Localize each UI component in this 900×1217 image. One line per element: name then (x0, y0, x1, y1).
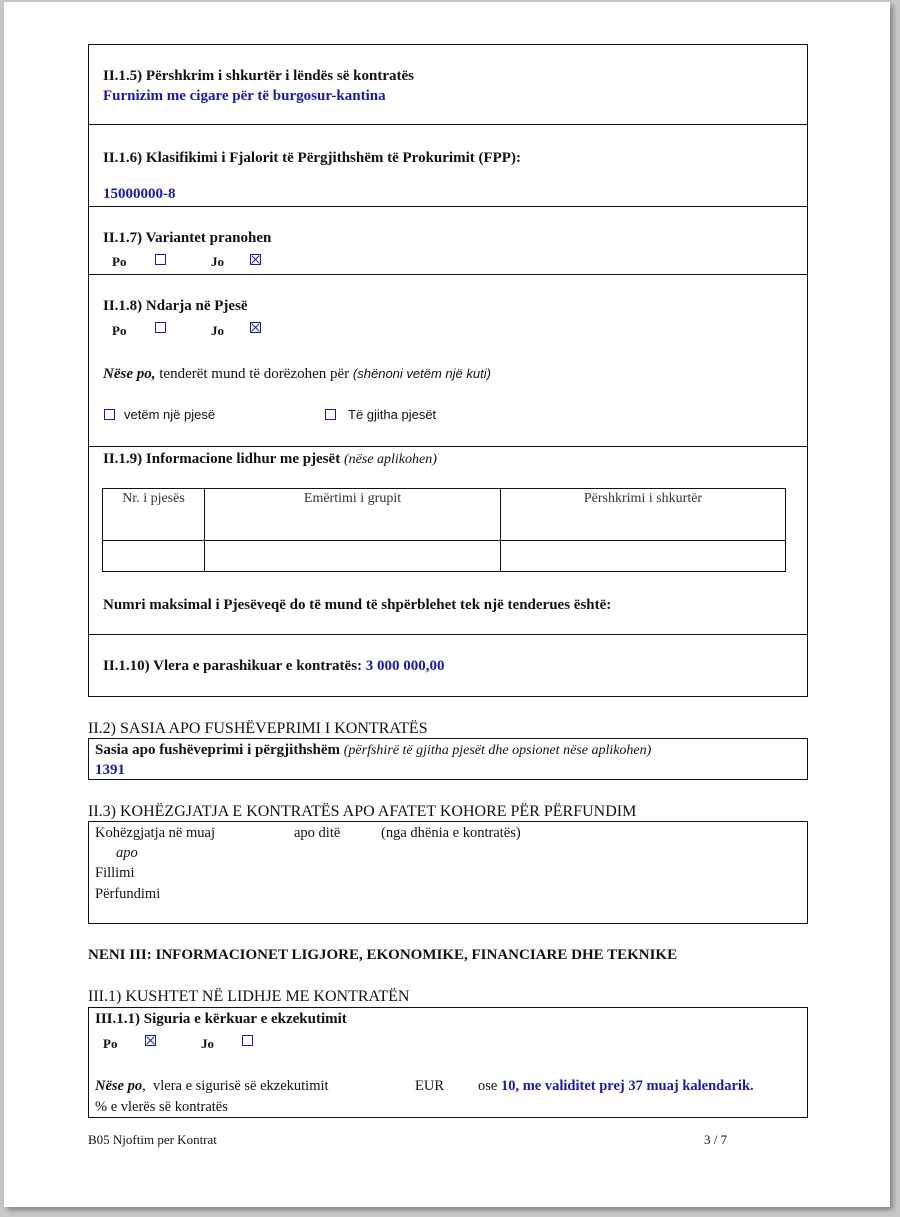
parts-cell-nr[interactable] (103, 541, 205, 572)
part-one-label: vetëm një pjesë (124, 407, 216, 422)
parts-cell-desc[interactable] (501, 541, 786, 572)
s117-po-checkbox[interactable] (155, 254, 166, 265)
document-page (4, 2, 890, 1207)
s311-title: III.1.1) Siguria e kërkuar e ekzekutimit (95, 1011, 347, 1027)
s119-title: II.1.9) Informacione lidhur me pjesët (nëse aplikohen) (103, 451, 437, 467)
s31-heading: III.1) KUSHTET NË LIDHJE ME KONTRATËN (88, 988, 410, 1005)
parts-col-nr: Nr. i pjesës (103, 489, 205, 541)
s23-start: Fillimi (95, 865, 135, 881)
s311-percent: % e vlerës së kontratës (95, 1099, 228, 1115)
s117-yes-label: Po (112, 254, 127, 269)
parts-table (102, 488, 786, 572)
s117-no-label: Jo (211, 254, 224, 269)
s23-or: apo (116, 845, 138, 861)
s117-title: II.1.7) Variantet pranohen (103, 230, 272, 246)
s311-value: 10, me validitet prej 37 muaj kalendarik. (500, 1078, 754, 1094)
s118-note: Nëse po, tenderët mund të dorëzohen për (shënoni vetëm një kuti) (103, 366, 491, 382)
footer-page-number: 3 / 7 (704, 1132, 728, 1147)
s117-jo-checkbox[interactable] (250, 254, 261, 265)
s311-note-lead: Nëse po, vlera e sigurisë së ekzekutimit (95, 1078, 329, 1094)
s311-po-checkbox[interactable] (145, 1035, 156, 1046)
s23-heading: II.3) KOHËZGJATJA E KONTRATËS APO AFATET KOHORE PËR PËRFUNDIM (88, 803, 637, 820)
s311-yes-label: Po (103, 1036, 118, 1051)
parts-col-name: Emërtimi i grupit (205, 489, 501, 541)
part-all-checkbox[interactable] (325, 409, 336, 420)
s118-jo-checkbox[interactable] (250, 322, 261, 333)
parts-col-desc: Përshkrimi i shkurtër (501, 489, 786, 541)
s23-from-award: (nga dhënia e kontratës) (381, 825, 521, 841)
s1110-row: II.1.10) Vlera e parashikuar e kontratës: 3 000 000,00 (103, 658, 445, 674)
s115-title: II.1.5) Përshkrim i shkurtër i lëndës së kontratës (103, 68, 414, 84)
s1110-value: 3 000 000,00 (365, 658, 445, 674)
part-one-checkbox[interactable] (104, 409, 115, 420)
s116-value: 15000000-8 (103, 186, 176, 202)
s118-po-checkbox[interactable] (155, 322, 166, 333)
s311-jo-checkbox[interactable] (242, 1035, 253, 1046)
s118-no-label: Jo (211, 323, 224, 338)
s22-value: 1391 (95, 762, 125, 778)
s23-or-days: apo ditë (294, 825, 341, 841)
s22-label-row: Sasia apo fushëveprimi i përgjithshëm (përfshirë të gjitha pjesët dhe opsionet nëse aplikohen) (95, 742, 652, 758)
s311-value-row: ose 10, me validitet prej 37 muaj kalendarik. (478, 1078, 754, 1094)
max-parts-text: Numri maksimal i Pjesëveqë do të mund të shpërblehet tek një tenderues është: (103, 597, 612, 613)
s23-end: Përfundimi (95, 886, 161, 902)
s3-heading: NENI III: INFORMACIONET LIGJORE, EKONOMIKE, FINANCIARE DHE TEKNIKE (88, 947, 678, 963)
s23-duration: Kohëzgjatja në muaj (95, 825, 215, 841)
s118-yes-label: Po (112, 323, 127, 338)
part-all-label: Të gjitha pjesët (348, 407, 437, 422)
parts-cell-name[interactable] (205, 541, 501, 572)
footer-doc-code: B05 Njoftim per Kontrat (88, 1132, 217, 1147)
s311-no-label: Jo (201, 1036, 214, 1051)
s115-value: Furnizim me cigare për të burgosur-kantina (103, 88, 386, 104)
s22-heading: II.2) SASIA APO FUSHËVEPRIMI I KONTRATËS (88, 720, 428, 737)
s116-title: II.1.6) Klasifikimi i Fjalorit të Përgjithshëm të Prokurimit (FPP): (103, 150, 521, 166)
s118-title: II.1.8) Ndarja në Pjesë (103, 298, 248, 314)
s311-currency: EUR (415, 1078, 444, 1094)
